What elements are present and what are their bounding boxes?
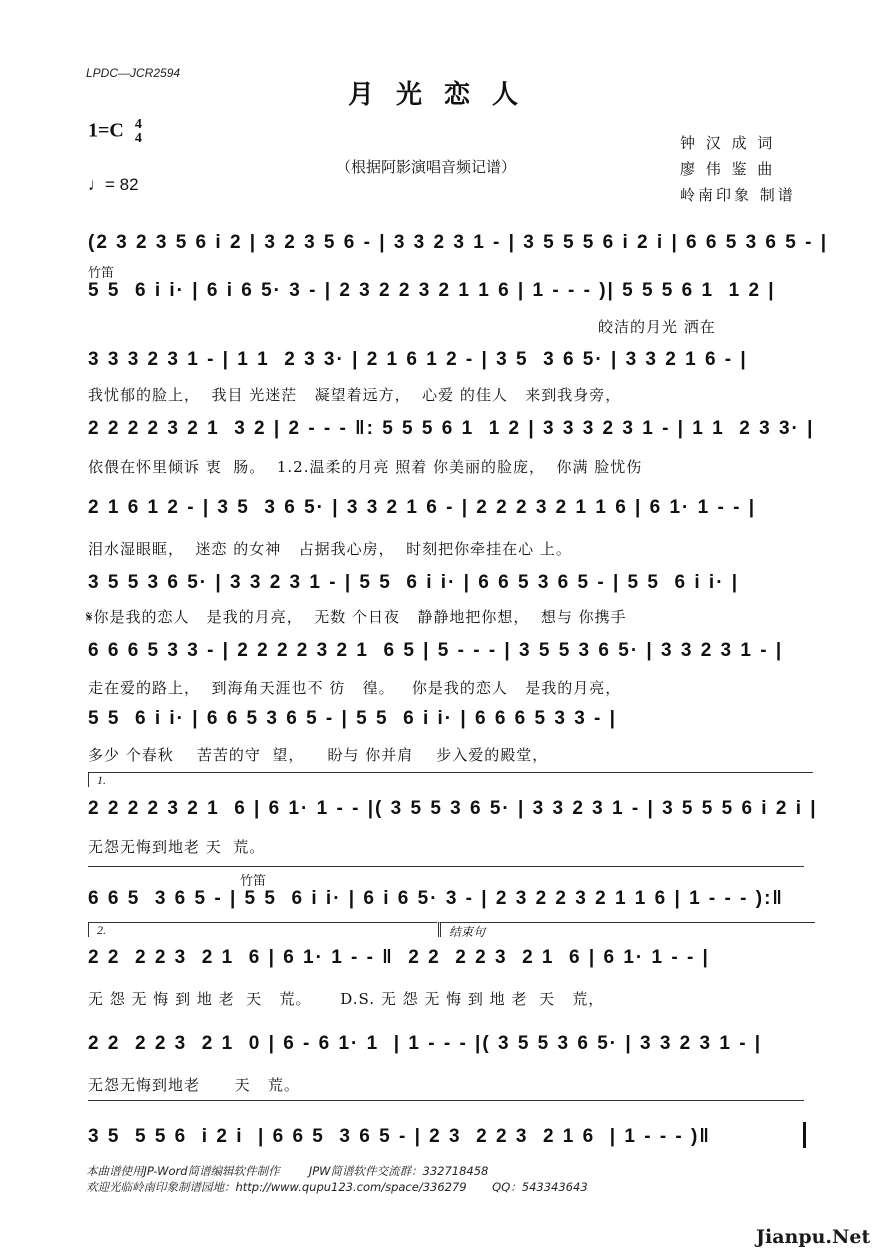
footer [86, 1163, 588, 1195]
score-row-6: 3 5 5 3 6 5· | 3 3 2 3 1 - | 5 5 6 i i· | 6 6 5 3 6 5 - | 5 5 6 i i· | [88, 572, 740, 593]
subtitle: （根据阿影演唱音频记谱） [336, 158, 517, 176]
footer-line-2: 欢迎光临岭南印象制谱园地：http://www.qupu123.com/space/336279 QQ：543343643 [86, 1180, 588, 1194]
score-row-13: 3 5 5 5 6 i 2 i | 6 6 5 3 6 5 - | 2 3 2 2 3 2 1 6 | 1 - - - )‖ [88, 1126, 711, 1147]
watermark: Jianpu.Net [756, 1226, 871, 1248]
score-row-5: 2 1 6 1 2 - | 3 5 3 6 5· | 3 3 2 1 6 - | 2 2 2 3 2 1 1 6 | 6 1· 1 - - | [88, 497, 757, 518]
lyrics-row-4: 依偎在怀里倾诉 衷 肠。 1.2.温柔的月亮 照着 你美丽的脸庞， 你满 脸忧伤 [88, 458, 643, 476]
score-row-12: 2 2 2 2 3 2 1 0 | 6 - 6 1· 1 | 1 - - - |( 3 5 5 3 6 5· | 3 3 2 3 1 - | [88, 1033, 763, 1054]
score-row-8: 5 5 6 i i· | 6 6 5 3 6 5 - | 5 5 6 i i· | 6 6 6 5 3 3 - | [88, 708, 617, 729]
key-signature [88, 118, 142, 146]
volta-1: 1. [88, 772, 813, 787]
coda-bracket [88, 1100, 804, 1101]
lyrics-row-12: 无怨无悔到地老 天 荒。 [88, 1076, 300, 1094]
score-row-4: 2 2 2 2 3 2 1 3 2 | 2 - - - ‖: 5 5 5 6 1 1 2 | 3 3 3 2 3 1 - | 1 1 2 3 3· | [88, 418, 815, 439]
volta-2: 2. [88, 922, 437, 937]
instrument-label: 竹笛 [88, 266, 115, 281]
tempo-marking [88, 175, 139, 195]
lyrics-row-6: 𝄋你是我的恋人 是我的月亮， 无数 个日夜 静静地把你想， 想与 你携手 [86, 608, 627, 626]
song-title: 月光恋人 [347, 80, 540, 110]
score-row-1: (2 3 2 3 5 6 i 2 | 3 2 3 5 6 - | 3 3 2 3 1 - | 3 5 5 5 6 i 2 i | 6 6 5 3 6 5 - | [88, 232, 829, 253]
score-row-11: 2 2 2 2 3 2 1 6 | 6 1· 1 - - ‖ 2 2 2 2 3 2 1 6 | 6 1· 1 - - | [88, 947, 710, 968]
time-top: 4 [134, 117, 142, 132]
lyrics-row-3: 我忧郁的脸上， 我目 光迷茫 凝望着远方， 心爱 的佳人 来到我身旁， [88, 386, 622, 404]
footer-line-1: 本曲谱使用JP-Word简谱编辑软件制作 JPW简谱软件交流群：332718458 [86, 1164, 489, 1178]
score-row-2: 5 5 6 i i· | 6 i 6 5· 3 - | 2 3 2 2 3 2 1 1 6 | 1 - - - )| 5 5 5 6 1 1 2 | [88, 280, 776, 301]
score-row-3: 3 3 3 2 3 1 - | 1 1 2 3 3· | 2 1 6 1 2 - | 3 5 3 6 5· | 3 3 2 1 6 - | [88, 349, 748, 370]
volta-1-continuation [88, 866, 804, 867]
score-row-7: 6 6 6 5 3 3 - | 2 2 2 2 3 2 1 6 5 | 5 - - - | 3 5 5 3 6 5· | 3 3 2 3 1 - | [88, 640, 784, 661]
time-signature [135, 118, 142, 146]
credits [680, 130, 796, 208]
lyrics-row-8: 多少 个春秋 苦苦的守 望， 盼与 你并肩 步入爱的殿堂， [88, 746, 549, 764]
lyrics-row-2: 皎洁的月光 洒在 [598, 318, 716, 336]
lyrics-row-7: 走在爱的路上， 到海角天涯也不 彷 徨。 你是我的恋人 是我的月亮， [88, 679, 622, 697]
key: 1=C [88, 119, 124, 142]
time-bottom: 4 [134, 131, 142, 146]
composer: 廖 伟 鉴 曲 [680, 160, 776, 178]
lyricist: 钟 汉 成 词 [680, 134, 776, 152]
final-barline [803, 1122, 806, 1148]
tempo-value: = 82 [105, 175, 139, 194]
instrument-label-2: 竹笛 [240, 874, 267, 889]
score-code: LPDC—JCR2594 [86, 66, 181, 80]
lyrics-row-9: 无怨无悔到地老 天 荒。 [88, 838, 266, 856]
quarter-note-icon: ♩ [88, 175, 105, 194]
ending-phrase-label: 结束句 [438, 922, 815, 937]
lyrics-row-11: 无 怨 无 悔 到 地 老 天 荒。 D.S. 无 怨 无 悔 到 地 老 天 荒， [88, 990, 605, 1008]
lyrics-row-5: 泪水湿眼眶， 迷恋 的女神 占据我心房， 时刻把你牵挂在心 上。 [88, 540, 572, 558]
transcriber: 岭南印象 制谱 [680, 186, 796, 204]
score-row-9: 2 2 2 2 3 2 1 6 | 6 1· 1 - - |( 3 5 5 3 6 5· | 3 3 2 3 1 - | 3 5 5 5 6 i 2 i | [88, 798, 818, 819]
score-row-10: 6 6 5 3 6 5 - | 5 5 6 i i· | 6 i 6 5· 3 - | 2 3 2 2 3 2 1 1 6 | 1 - - - ):‖ [88, 888, 784, 909]
